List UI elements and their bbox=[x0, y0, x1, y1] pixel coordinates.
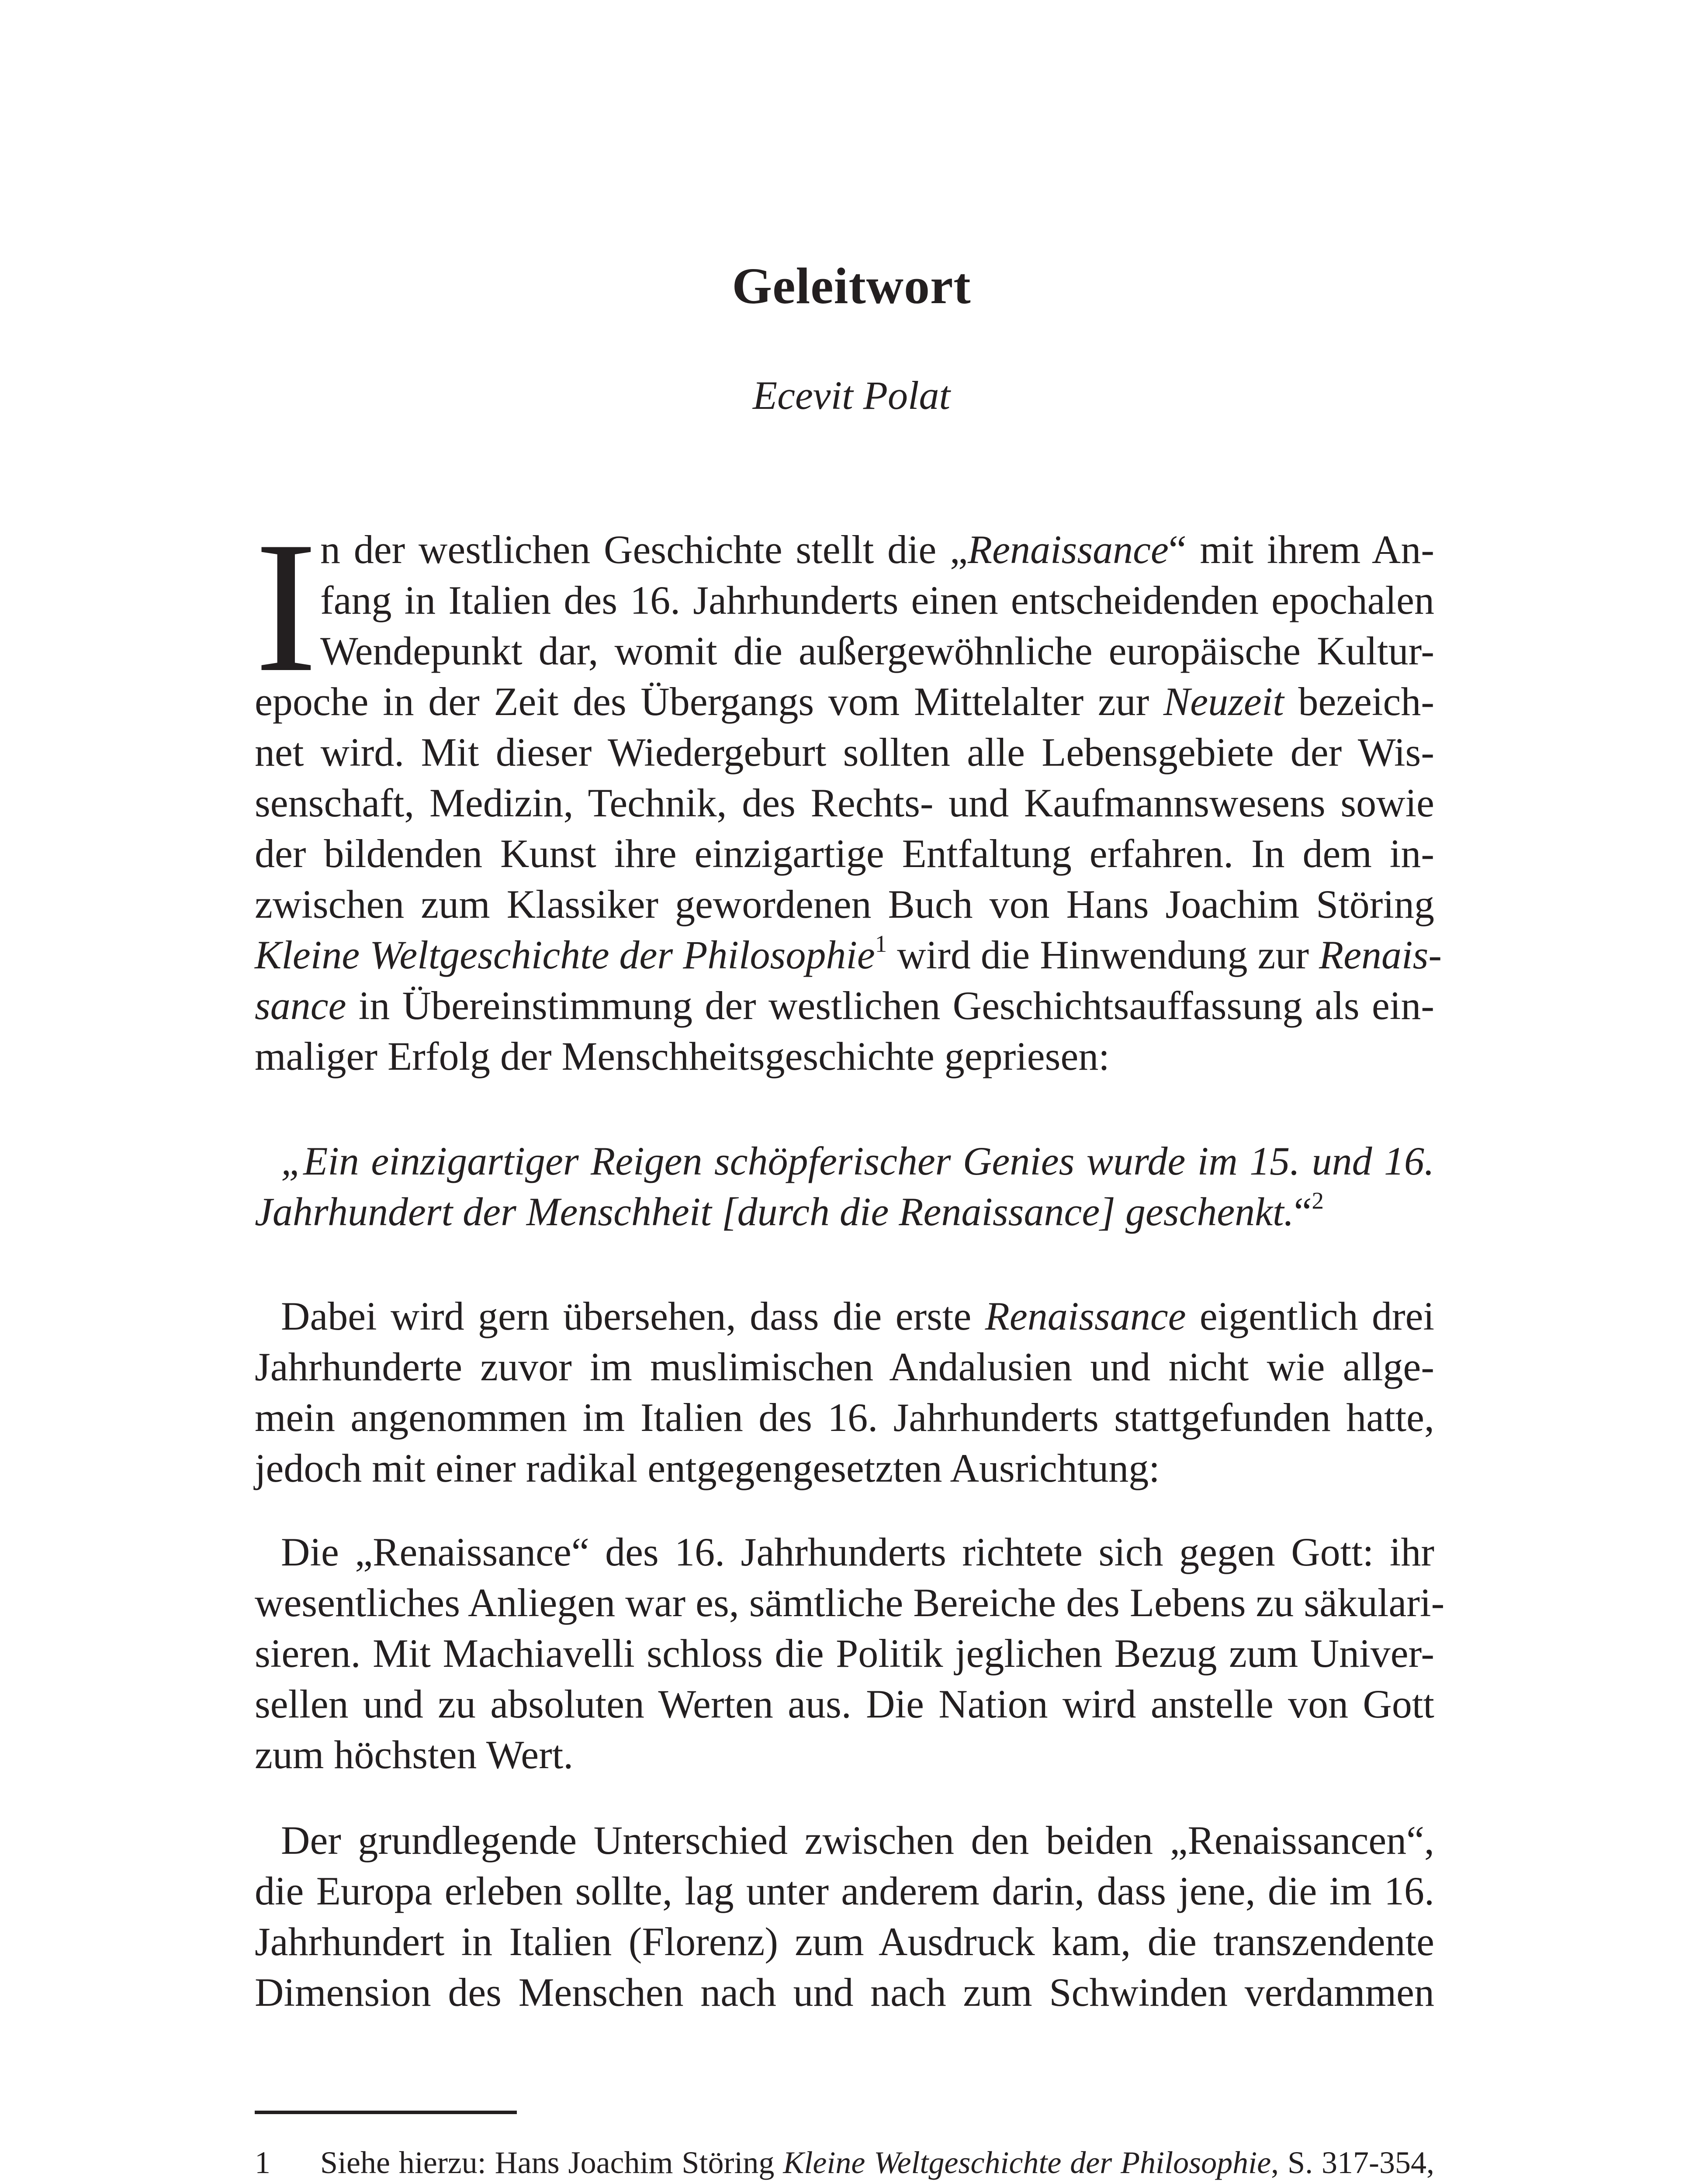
chapter-author: Ecevit Polat bbox=[752, 373, 951, 418]
chapter-title: Geleitwort bbox=[732, 257, 971, 314]
text-line: mein angenommen im Italien des 16. Jahrhunderts stattgefunden hatte, bbox=[255, 1395, 1434, 1440]
text-line: Die „Renaissance“ des 16. Jahrhunderts richtete sich gegen Gott: ihr bbox=[281, 1530, 1434, 1574]
text-line: epoche in der Zeit des Übergangs vom Mittelalter zur Neuzeit bezeich- bbox=[255, 679, 1434, 724]
text-line: Dimension des Menschen nach und nach zum Schwinden verdammen bbox=[255, 1970, 1434, 2015]
text-line: sellen und zu absoluten Werten aus. Die Nation wird anstelle von Gott bbox=[255, 1682, 1434, 1726]
text-line: der bildenden Kunst ihre einzigartige Entfaltung erfahren. In dem in- bbox=[255, 831, 1434, 876]
text-line: n der westlichen Geschichte stellt die „Renaissance“ mit ihrem An- bbox=[320, 527, 1435, 572]
block-quote bbox=[255, 1136, 1434, 1237]
footnote-separator bbox=[255, 2111, 517, 2114]
text-line: net wird. Mit dieser Wiedergeburt sollten alle Lebensgebiete der Wis- bbox=[255, 730, 1434, 774]
paragraph-2 bbox=[255, 1291, 1434, 1493]
text-line: Der grundlegende Unterschied zwischen den beiden „Renaissancen“, bbox=[281, 1818, 1434, 1863]
footnote-number: 1 bbox=[255, 2145, 270, 2180]
text-line: zum höchsten Wert. bbox=[255, 1732, 574, 1777]
text-line: fang in Italien des 16. Jahrhunderts einen entscheidenden epochalen bbox=[320, 578, 1434, 622]
text-line: Wendepunkt dar, womit die außergewöhnliche europäische Kultur- bbox=[320, 629, 1434, 673]
paragraph-1 bbox=[255, 503, 1442, 1082]
text-line: Jahrhundert in Italien (Florenz) zum Ausdruck kam, die transzendente bbox=[255, 1919, 1434, 1964]
text-line: sieren. Mit Machiavelli schloss die Politik jeglichen Bezug zum Univer- bbox=[255, 1631, 1434, 1676]
quote-line: Jahrhundert der Menschheit [durch die Renaissance] geschenkt.“$^2$ bbox=[255, 1187, 1324, 1234]
footnote-ref-1[interactable]: 1 bbox=[875, 930, 887, 957]
text-line: sance in Übereinstimmung der westlichen Geschichtsauffassung als ein- bbox=[255, 983, 1434, 1028]
text-line: die Europa erleben sollte, lag unter anderem darin, dass jene, die im 16. bbox=[255, 1869, 1434, 1913]
text-line: senschaft, Medizin, Technik, des Rechts- und Kaufmannswesens sowie bbox=[255, 781, 1434, 825]
footnote-line: Siehe hierzu: Hans Joachim Störing Kleine Weltgeschichte der Philosophie, S. 317-354, bbox=[320, 2145, 1434, 2180]
quote-line: „Ein einzigartiger Reigen schöpferischer Genies wurde im 15. und 16. bbox=[281, 1139, 1434, 1183]
paragraph-4 bbox=[255, 1815, 1434, 2018]
paragraph-3 bbox=[255, 1527, 1445, 1780]
text-line: Dabei wird gern übersehen, dass die erste Renaissance eigentlich drei bbox=[281, 1294, 1435, 1338]
drop-cap: I bbox=[255, 503, 318, 711]
text-line: Kleine Weltgeschichte der Philosophie$^1$ wird die Hinwendung zur Renais- bbox=[255, 930, 1442, 977]
text-line: wesentliches Anliegen war es, sämtliche Bereiche des Lebens zu säkulari- bbox=[255, 1580, 1445, 1625]
text-line: zwischen zum Klassiker gewordenen Buch von Hans Joachim Störing bbox=[255, 882, 1434, 926]
text-line: jedoch mit einer radikal entgegengesetzten Ausrichtung: bbox=[255, 1446, 1160, 1490]
text-line: maliger Erfolg der Menschheitsgeschichte gepriesen: bbox=[255, 1034, 1110, 1078]
footnote-1 bbox=[255, 2143, 1434, 2184]
footnote-ref-2[interactable]: 2 bbox=[1312, 1187, 1324, 1214]
text-line: Jahrhunderte zuvor im muslimischen Andalusien und nicht wie allge- bbox=[255, 1344, 1434, 1389]
footnotes bbox=[255, 2143, 1434, 2184]
